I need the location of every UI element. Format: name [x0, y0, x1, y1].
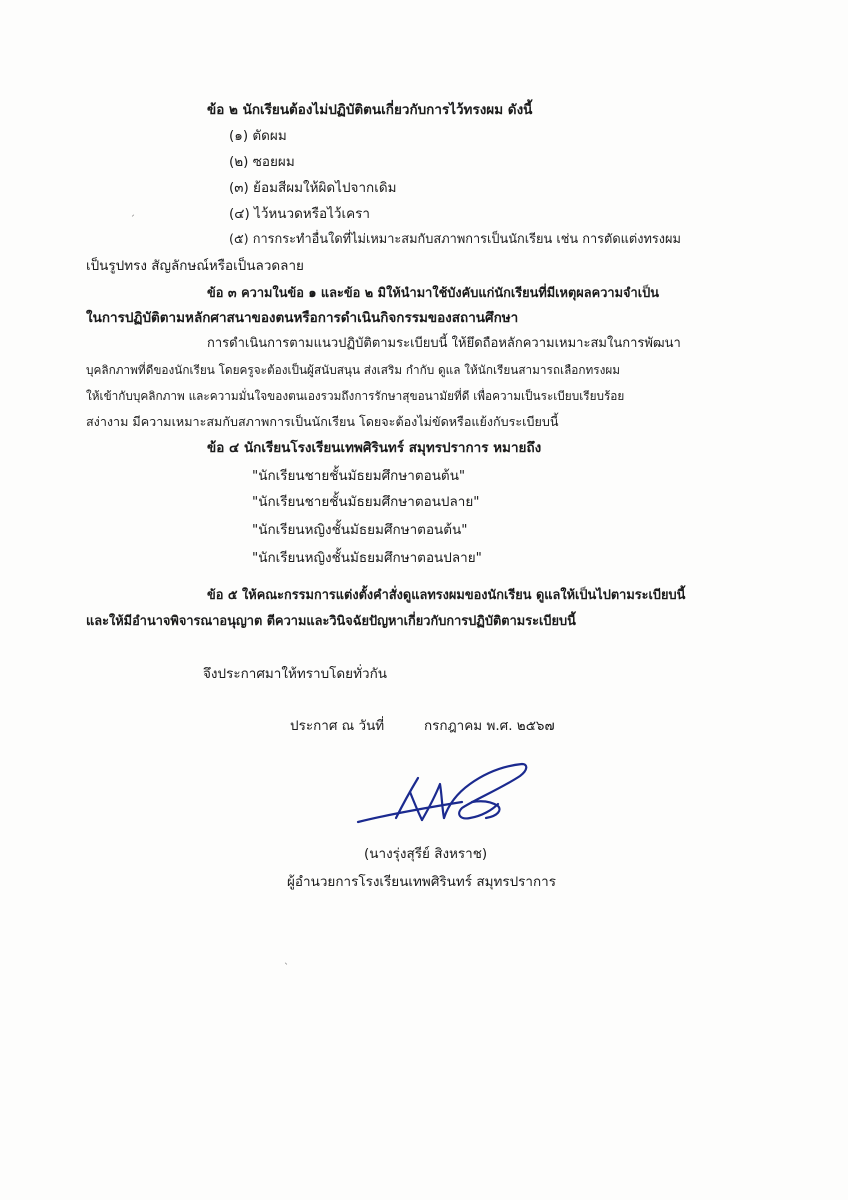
- paragraph-line-4: สง่างาม มีความเหมาะสมกับสภาพการเป็นนักเรียน โดยจะต้องไม่ขัดหรือแย้งกับระเบียบนี้: [86, 414, 559, 429]
- date-prefix: ประกาศ ณ วันที่: [290, 718, 385, 734]
- date-value: กรกฎาคม พ.ศ. ๒๕๖๗: [424, 718, 555, 734]
- clause2-item-5-continuation: เป็นรูปทรง สัญลักษณ์หรือเป็นลวดลาย: [86, 258, 304, 274]
- clause3-line-1: ข้อ ๓ ความในข้อ ๑ และข้อ ๒ มิให้นำมาใช้บังคับแก่นักเรียนที่มีเหตุผลความจำเป็น: [207, 286, 659, 301]
- clause2-item-4: (๔) ไว้หนวดหรือไว้เครา: [229, 206, 370, 222]
- clause4-item-1: "นักเรียนชายชั้นมัธยมศึกษาตอนต้น": [252, 468, 466, 484]
- clause2-item-2: (๒) ซอยผม: [229, 154, 295, 170]
- paragraph-line-3: ให้เข้ากับบุคลิกภาพ และความมั่นใจของตนเองรวมถึงการรักษาสุขอนามัยที่ดี เพื่อความเป็นระเบียบเรียบร้อย: [86, 389, 625, 403]
- signer-name: (นางรุ่งสุรีย์ สิงหราช): [364, 846, 488, 862]
- clause4-item-3: "นักเรียนหญิงชั้นมัธยมศึกษาตอนต้น": [252, 522, 468, 538]
- clause2-item-1: (๑) ตัดผม: [229, 128, 287, 144]
- clause4-heading: ข้อ ๔ นักเรียนโรงเรียนเทพศิรินทร์ สมุทรปราการ หมายถึง: [207, 440, 542, 456]
- signer-title: ผู้อำนวยการโรงเรียนเทพศิรินทร์ สมุทรปราการ: [287, 874, 557, 890]
- clause3-line-2: ในการปฏิบัติตามหลักศาสนาของตนหรือการดำเนินกิจกรรมของสถานศึกษา: [86, 310, 519, 326]
- clause4-item-2: "นักเรียนชายชั้นมัธยมศึกษาตอนปลาย": [252, 494, 480, 510]
- scan-speck: ˎ: [284, 954, 289, 965]
- clause5-line-2: และให้มีอำนาจพิจารณาอนุญาต ตีความและวินิจฉัยปัญหาเกี่ยวกับการปฏิบัติตามระเบียบนี้: [86, 614, 576, 629]
- clause2-heading: ข้อ ๒ นักเรียนต้องไม่ปฏิบัติตนเกี่ยวกับการไว้ทรงผม ดังนี้: [207, 102, 533, 118]
- clause2-item-5-text: (๕) การกระทำอื่นใดที่ไม่เหมาะสมกับสภาพการเป็นนักเรียน เช่น การตัดแต่งทรงผม: [229, 232, 681, 247]
- paragraph-line-2: บุคลิกภาพที่ดีของนักเรียน โดยครูจะต้องเป็นผู้สนับสนุน ส่งเสริม กำกับ ดูแล ให้นักเรียนสามารถเลือกทรงผม: [86, 363, 621, 377]
- clause2-item-3: (๓) ย้อมสีผมให้ผิดไปจากเดิม: [229, 180, 397, 196]
- clause2-item-5: [229, 230, 761, 250]
- signature-image: [352, 756, 532, 836]
- clause5-line-1: ข้อ ๕ ให้คณะกรรมการแต่งตั้งคำสั่งดูแลทรงผมของนักเรียน ดูแลให้เป็นไปตามระเบียบนี้: [207, 588, 686, 603]
- scan-speck: ˏ: [130, 206, 135, 217]
- clause4-item-4: "นักเรียนหญิงชั้นมัธยมศึกษาตอนปลาย": [252, 550, 482, 566]
- announcement: จึงประกาศมาให้ทราบโดยทั่วกัน: [203, 666, 387, 682]
- paragraph-line-1: การดำเนินการตามแนวปฏิบัติตามระเบียบนี้ ให้ยึดถือหลักความเหมาะสมในการพัฒนา: [207, 336, 681, 351]
